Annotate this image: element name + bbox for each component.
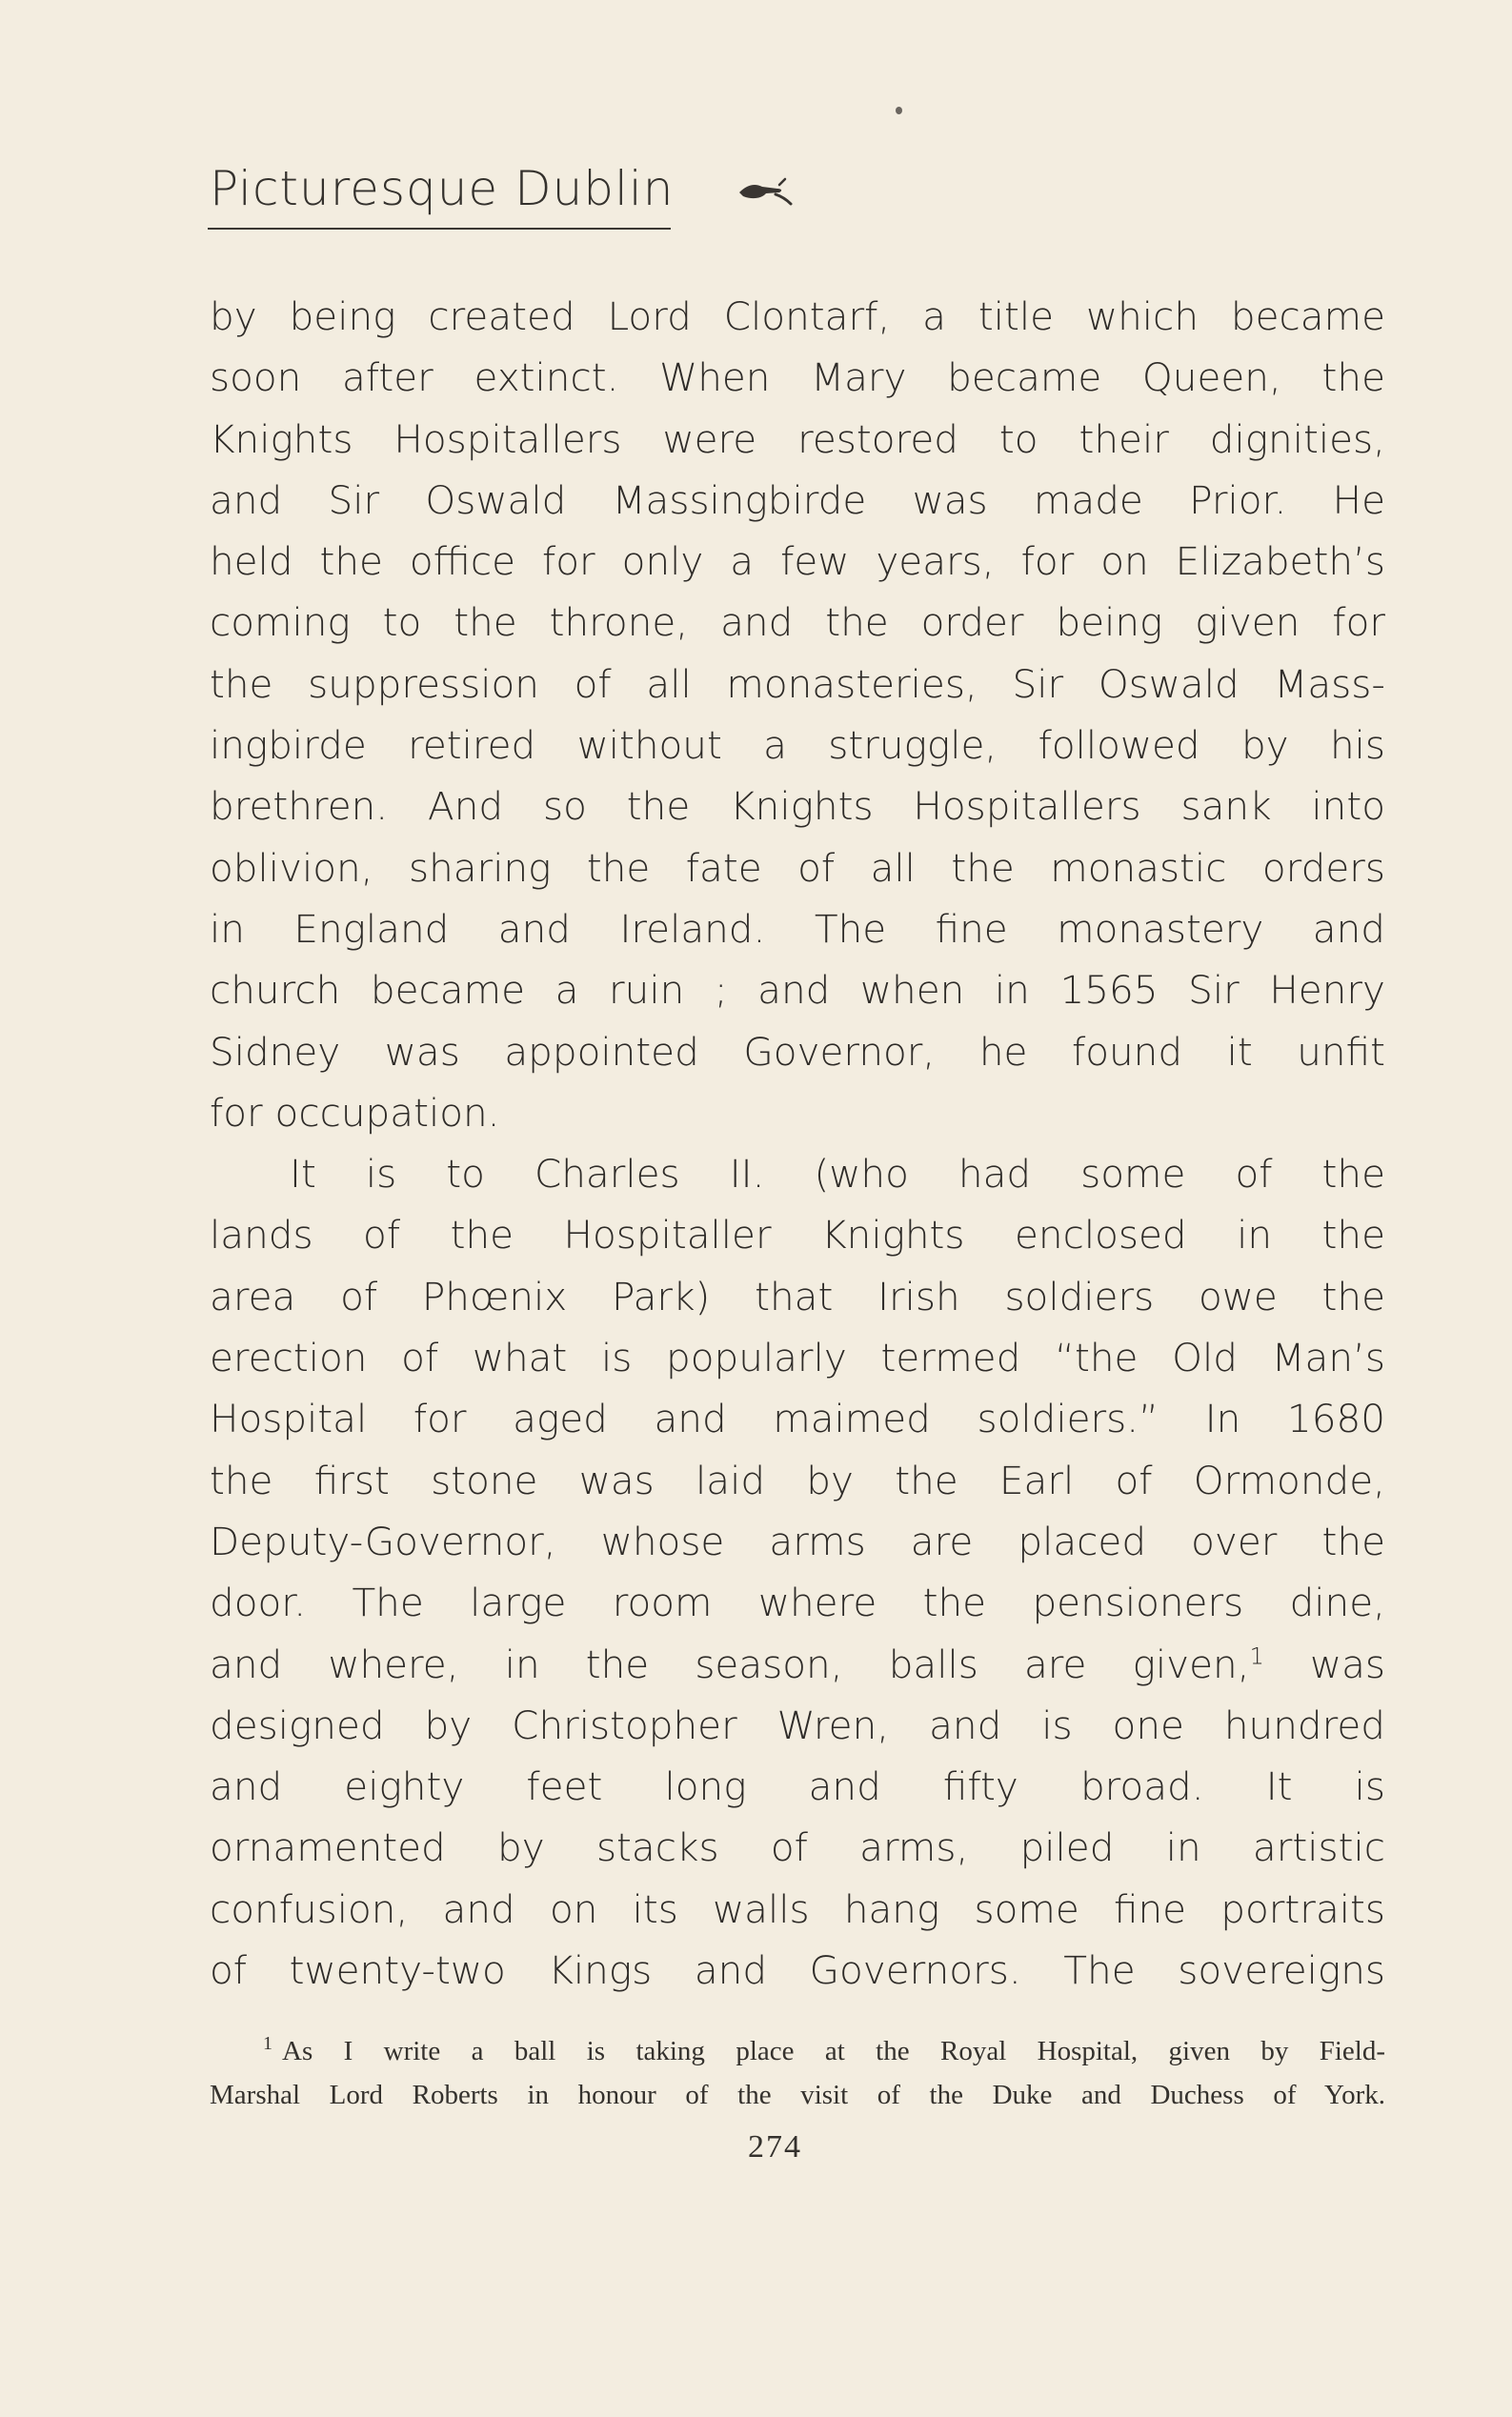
text-line: confusion, and on its walls hang some fine portraits [210, 1885, 1385, 1932]
text-line-with-footnote [210, 1634, 1385, 1695]
text-segment: and where, in the season, balls are given, [210, 1641, 1250, 1687]
text-line: ingbirde retired without a struggle, followed by his [210, 722, 1385, 769]
text-line: of twenty-two Kings and Governors. The sovereigns [210, 1947, 1385, 1994]
text-line: designed by Christopher Wren, and is one hundred [210, 1702, 1385, 1748]
running-head [210, 151, 781, 227]
running-title: Picturesque Dublin [210, 161, 675, 216]
text-line: the first stone was laid by the Earl of Ormonde, [210, 1457, 1385, 1503]
text-line: Sidney was appointed Governor, he found it unfit [210, 1028, 1385, 1075]
text-line: for occupation. [210, 1089, 500, 1136]
text-line: area of Phœnix Park) that Irish soldiers owe the [210, 1273, 1385, 1319]
text-line: soon after extinct. When Mary became Queen, the [210, 354, 1385, 401]
text-line: and eighty feet long and fifty broad. It is [210, 1763, 1385, 1810]
text-line: erection of what is popularly termed “the Old Man’s [210, 1335, 1385, 1381]
text-line: Knights Hospitallers were restored to their dignities, [210, 415, 1385, 462]
text-line: the suppression of all monasteries, Sir Oswald Mass- [210, 660, 1385, 707]
text-line: by being created Lord Clontarf, a title which became [210, 293, 1385, 339]
footnote-marker: 1 [263, 2033, 272, 2055]
text-line: church became a ruin ; and when in 1565 Sir Henry [210, 967, 1385, 1014]
text-line: lands of the Hospitaller Knights enclosed in the [210, 1212, 1385, 1259]
text-line: Deputy-Governor, whose arms are placed over the [210, 1518, 1385, 1564]
page-number: 274 [748, 2129, 802, 2165]
header-rule [208, 228, 671, 230]
footnote-line: Marshal Lord Roberts in honour of the visit of the Duke and Duchess of York. [210, 2080, 1385, 2110]
hand-pointer-ornament-icon [734, 171, 795, 210]
text-line: door. The large room where the pensioners dine, [210, 1580, 1385, 1626]
body-text [210, 286, 1385, 2001]
footnote-reference: 1 [1249, 1642, 1264, 1670]
footnote-text: As I write a ball is taking place at the Royal Hospital, given by Field- [282, 2036, 1385, 2066]
text-line: in England and Ireland. The fine monastery and [210, 905, 1385, 952]
text-line: coming to the throne, and the order being given for [210, 599, 1385, 646]
text-line: ornamented by stacks of arms, piled in artistic [210, 1824, 1385, 1871]
text-line: Hospital for aged and maimed soldiers.” In 1680 [210, 1396, 1385, 1442]
text-segment: was [1263, 1641, 1386, 1687]
footnote-line [210, 2029, 1385, 2073]
footnote [210, 2029, 1385, 2117]
text-line: held the office for only a few years, for on Elizabeth’s [210, 538, 1385, 585]
text-line: oblivion, sharing the fate of all the monastic orders [210, 844, 1385, 891]
text-line: brethren. And so the Knights Hospitallers sank into [210, 783, 1385, 830]
page-speck [896, 107, 902, 114]
text-line: and Sir Oswald Massingbirde was made Prior. He [210, 476, 1385, 523]
text-line-paragraph-start: It is to Charles II. (who had some of the [290, 1151, 1385, 1198]
